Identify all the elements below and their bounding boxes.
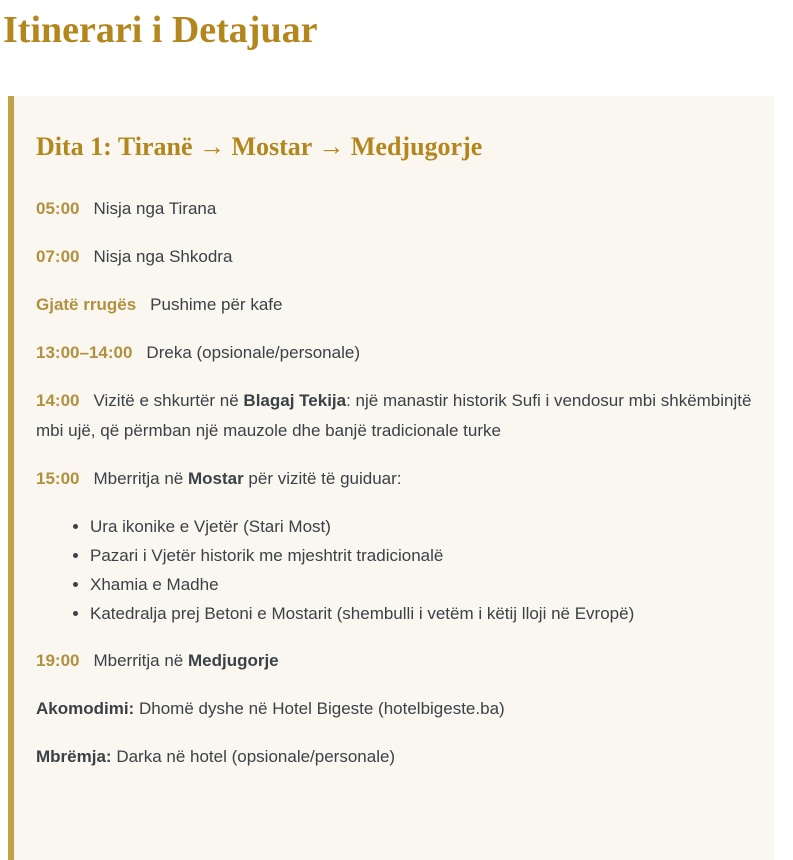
highlighted-place: Blagaj Tekija (243, 391, 347, 410)
accommodation-text: Dhomë dyshe në Hotel Bigeste (hotelbigeste.ba) (138, 699, 505, 718)
schedule-item-text: Dreka (opsionale/personale) (146, 343, 360, 362)
evening-row (36, 742, 762, 772)
accommodation-label: Akomodimi: (36, 699, 135, 718)
schedule-item (36, 386, 762, 446)
schedule-item (36, 338, 762, 368)
schedule-time-label: 07:00 (36, 247, 80, 266)
itinerary-page (0, 6, 793, 810)
day1-card (8, 96, 774, 860)
schedule-item-text: Nisja nga Shkodra (93, 247, 233, 266)
schedule-time-label: 19:00 (36, 651, 80, 670)
schedule-time-label: Gjatë rrugës (36, 295, 137, 314)
schedule-item (36, 646, 762, 676)
tour-stop-item: • Pazari i Vjetër historik me mjeshtrit tradicionalë (90, 541, 762, 570)
schedule-item (36, 464, 762, 494)
day1-heading: Dita 1: Tiranë → Mostar → Medjugorje (36, 132, 483, 161)
page-title: Itinerari i Detajuar (3, 9, 318, 51)
accommodation-row (36, 694, 762, 724)
schedule-item (36, 242, 762, 272)
schedule-item-text: : një manastir historik Sufi i vendosur mbi shkëmbinjtë mbi ujë, që përmban një mauzole dhe banjë tradicionale turke (36, 391, 752, 440)
schedule-item-text: Nisja nga Tirana (93, 199, 217, 218)
schedule-time-label: 15:00 (36, 469, 80, 488)
schedule-item (36, 194, 762, 224)
mostar-tour-list (36, 512, 762, 628)
highlighted-place: Medjugorje (187, 651, 279, 670)
schedule-time-label: 05:00 (36, 199, 80, 218)
schedule-time-label: 13:00–14:00 (36, 343, 133, 362)
evening-label: Mbrëmja: (36, 747, 112, 766)
schedule-item-text: Mberritja në (93, 651, 188, 670)
tour-stop-item: • Katedralja prej Betoni e Mostarit (shembulli i vetëm i këtij lloji në Evropë) (90, 599, 762, 628)
schedule-item-text: për vizitë të guiduar: (243, 469, 402, 488)
tour-stop-item: • Ura ikonike e Vjetër (Stari Most) (90, 512, 762, 541)
schedule-item-text: Pushime për kafe (150, 295, 283, 314)
evening-text: Darka në hotel (opsionale/personale) (116, 747, 396, 766)
highlighted-place: Mostar (187, 469, 244, 488)
tour-stop-item: • Xhamia e Madhe (90, 570, 762, 599)
schedule-item-text: Mberritja në (93, 469, 188, 488)
schedule-item-text: Vizitë e shkurtër në (93, 391, 244, 410)
schedule-item (36, 290, 762, 320)
schedule-time-label: 14:00 (36, 391, 80, 410)
